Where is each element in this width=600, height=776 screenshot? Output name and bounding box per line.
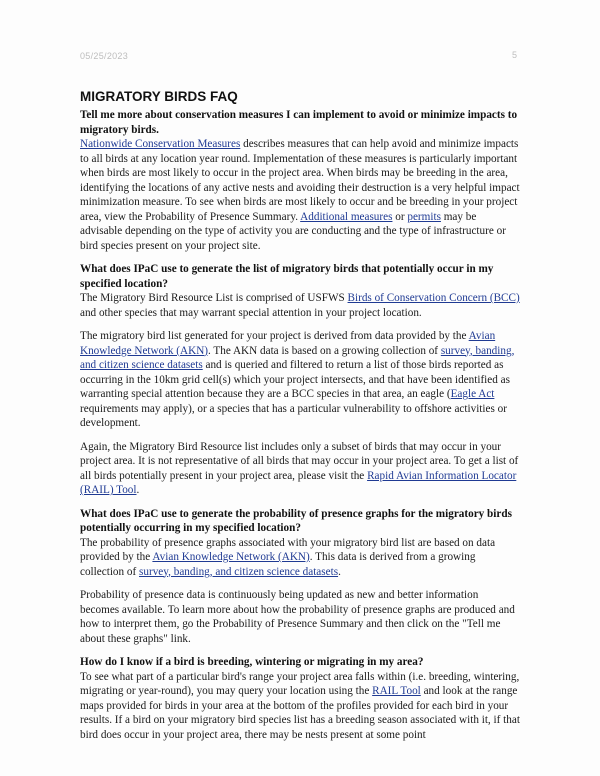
answer-text: . This data is derived from a growing collection of (80, 551, 476, 578)
faq-answer (80, 536, 520, 580)
answer-text: . The AKN data is based on a growing collection of (208, 344, 441, 357)
link-survey-datasets[interactable]: survey, banding, and citizen science datasets (80, 344, 515, 371)
answer-text: To see what part of a particular bird's range your project area falls within (i.e. breeding, wintering, migrating or year-round), you may query your location using the (80, 670, 520, 697)
page-title: MIGRATORY BIRDS FAQ (80, 89, 238, 104)
link-nationwide-conservation-measures[interactable]: Nationwide Conservation Measures (80, 138, 241, 150)
answer-text: The probability of presence graphs associated with your migratory bird list are based on data provided by the (80, 536, 496, 563)
faq-probability-graphs (80, 507, 520, 647)
spacer (80, 431, 520, 440)
answer-text: describes measures that can help avoid and minimize impacts to all birds at any location year round. Implementation of these measures is particularly important when birds are most likely to occur in the project area. When birds may be breeding in the area, identifying the locations of any active nests and avoiding their destruction is a very helpful impact minimization measure. To see when birds are most likely to occur and be breeding in your project area, view the Probability of Presence Summary. (80, 138, 520, 223)
faq-answer (80, 137, 520, 253)
faq-question: How do I know if a bird is breeding, wintering or migrating in my area? (80, 656, 424, 668)
faq-answer (80, 670, 520, 743)
faq-question: What does IPaC use to generate the probability of presence graphs for the migratory birds potentially occurring in my specified location? (80, 507, 512, 534)
faq-answer: Probability of presence data is continuously being updated as new and better information becomes available. To learn more about how the probability of presence graphs are produced and how to interpret them, go the Probability of Presence Summary and then click on the "Tell me about these graphs" link. (80, 589, 515, 645)
faq-question: Tell me more about conservation measures I can implement to avoid or minimize impacts to migratory birds. (80, 109, 518, 136)
link-survey-datasets[interactable]: survey, banding, and citizen science datasets (139, 565, 339, 578)
link-birds-of-conservation-concern[interactable]: Birds of Conservation Concern (BCC) (347, 292, 520, 304)
link-avian-knowledge-network[interactable]: Avian Knowledge Network (AKN) (80, 330, 496, 357)
page-number: 5 (512, 50, 518, 60)
answer-text: requirements may apply), or a species that has a particular vulnerability to offshore activities or development. (80, 402, 507, 429)
spacer (80, 253, 520, 262)
spacer (80, 646, 520, 655)
faq-question: What does IPaC use to generate the list of migratory birds that potentially occur in my specified location? (80, 263, 494, 290)
link-eagle-act[interactable]: Eagle Act (450, 388, 495, 400)
answer-text: and look at the range maps provided for birds in your area at the bottom of the profiles provided for each bird in your results. If a bird on your migratory bird species list has a breeding season associated with it, if that bird does occur in your project area, there may be nests present at some point (80, 685, 520, 741)
answer-text: Again, the Migratory Bird Resource list includes only a subset of birds that may occur in your project area. It is not representative of all birds that may occur in your project area. To get a list of all birds potentially present in your project area, please visit the (80, 440, 519, 482)
faq-breeding-wintering (80, 655, 520, 742)
link-permits[interactable]: permits (407, 210, 441, 223)
answer-text: . (338, 565, 341, 578)
answer-text: The migratory bird list generated for your project is derived from data provided by the (80, 330, 469, 342)
link-avian-knowledge-network[interactable]: Avian Knowledge Network (AKN) (152, 551, 310, 563)
faq-answer (80, 291, 520, 320)
faq-bird-list-source (80, 262, 520, 498)
document-content (80, 89, 520, 742)
spacer (80, 579, 520, 588)
link-additional-measures[interactable]: Additional measures (300, 210, 393, 223)
answer-text: may be advisable depending on the type of activity you are conducting and the type of infrastructure or bird species present on your project site. (80, 210, 506, 252)
page-date: 05/25/2023 (80, 51, 129, 61)
answer-text: and is queried and filtered to return a list of those birds reported as occurring in the 10km grid cell(s) which your project intersects, and that have been identified as warranting special attention because they are a BCC species in that area, an eagle ( (80, 359, 510, 400)
spacer (80, 498, 520, 507)
faq-conservation-measures (80, 108, 520, 253)
faq-answer (80, 329, 520, 431)
link-rail-tool[interactable]: Rapid Avian Information Locator (RAIL) Tool (80, 469, 517, 496)
spacer (80, 320, 520, 329)
answer-text: or (392, 210, 408, 223)
answer-text: and other species that may warrant special attention in your project location. (80, 306, 422, 319)
faq-answer (80, 440, 520, 498)
answer-text: The Migratory Bird Resource List is comprised of USFWS (80, 292, 348, 304)
answer-text: . (136, 484, 140, 496)
link-rail-tool[interactable]: RAIL Tool (372, 685, 421, 697)
